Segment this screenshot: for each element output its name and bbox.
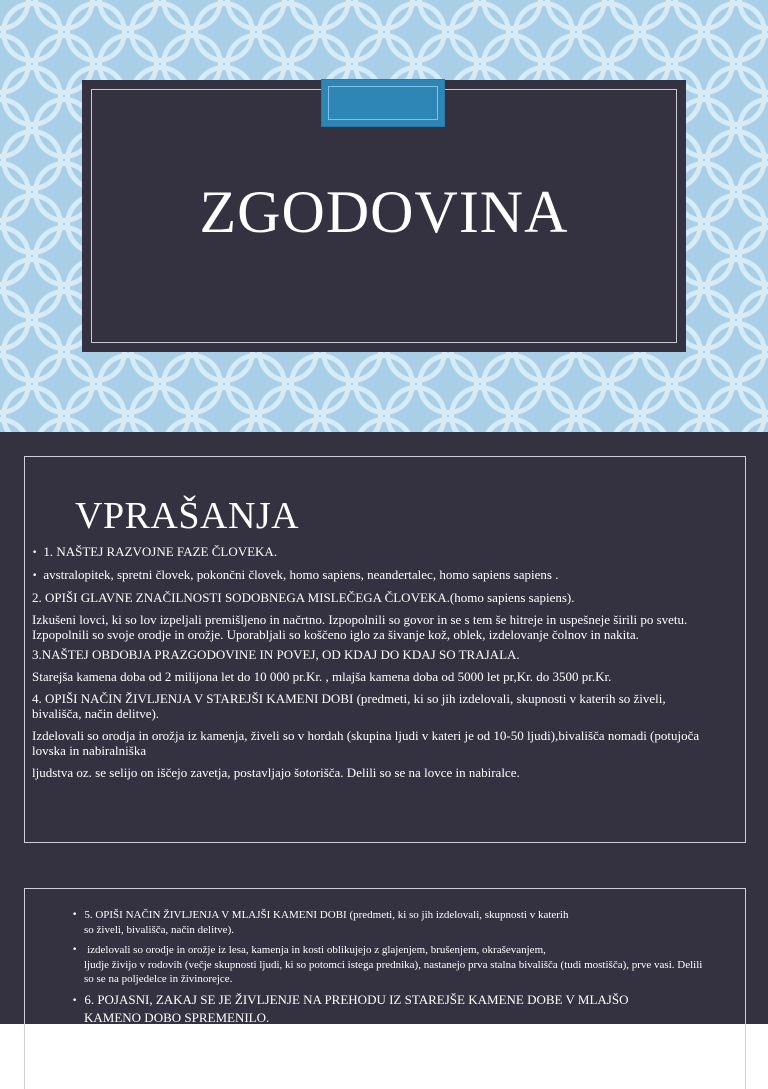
slide-title: ZGODOVINA [199, 179, 569, 245]
answer-4-continued: ljudstva oz. se selijo on iščejo zavetja, postavljajo šotorišča. Delili so se na lovce in nabiralce. [32, 765, 520, 780]
answer-5: • izdelovali so orodje in orožje iz lesa, kamenja in kosti oblikujejo z glajenjem, brušenjem, okraševanjem, ljudje živijo v rodovih (večje skupnosti ljudi, ki so potomci istega prednika), nastanejo prva stalna bivališča (tudi mostišča), prve vasi. Delili so se na poljedelce in živinorejce. [72, 943, 712, 986]
title-accent-tab [322, 80, 444, 126]
title-slide [0, 0, 768, 432]
slide-body [32, 544, 712, 787]
question-2: 2. OPIŠI GLAVNE ZNAČILNOSTI SODOBNEGA MISLEČEGA ČLOVEKA.(homo sapiens sapiens). [32, 590, 575, 605]
answer-2: Izkušeni lovci, ki so lov izpeljali premišljeno in načrtno. Izpopolnili so govor in se s tem še hitreje in uspešneje širili po svetu. Izpopolnili so svoje orodje in orožje. Uporabljali so koščeno iglo za šivanje kož, oblek, izdelovanje čolnov in nakita. [32, 612, 688, 642]
question-4: 4. OPIŠI NAČIN ŽIVLJENJA V STAREJŠI KAMENI DOBI (predmeti, ki so jih izdelovali, skupnosti v katerih so živeli, bivališča, način delitve). [32, 691, 666, 721]
list-item: • 1. NAŠTEJ RAZVOJNE FAZE ČLOVEKA. [32, 544, 712, 562]
bullet-icon [72, 909, 84, 921]
answer-3: Starejša kamena doba od 2 milijona let do 10 000 pr.Kr. , mlajša kamena doba od 5000 let pr,Kr. do 3500 pr.Kr. [32, 669, 612, 684]
list-item: • avstralopitek, spretni človek, pokončni človek, homo sapiens, neandertalec, homo sapiens sapiens . [32, 567, 712, 585]
questions-slide [0, 432, 768, 864]
question-5: • 5. OPIŠI NAČIN ŽIVLJENJA V MLAJŠI KAMENI DOBI (predmeti, ki so jih izdelovali, skupnosti v katerih so živeli, bivališča, način delitve). [72, 908, 712, 937]
bullet-icon [72, 992, 84, 1007]
question-3: 3.NAŠTEJ OBDOBJA PRAZGODOVINE IN POVEJ, OD KDAJ DO KDAJ SO TRAJALA. [32, 647, 520, 662]
slide-heading: VPRAŠANJA [75, 495, 300, 537]
bullet-icon [72, 944, 84, 956]
slide-body [72, 908, 712, 1031]
question-6: • 6. POJASNI, ZAKAJ SE JE ŽIVLJENJE NA PREHODU IZ STAREJŠE KAMENE DOBE V MLAJŠO KAMENO DOBO SPREMENILO. [72, 992, 712, 1025]
bullet-icon [32, 544, 43, 559]
answer-4: Izdelovali so orodja in orožja iz kamenja, živeli so v hordah (skupina ljudi v kateri je od 10-50 ljudi),bivališča nomadi (potujoča lovska in nabiralniška [32, 728, 700, 758]
bullet-icon [32, 567, 43, 582]
questions-slide-continued [0, 864, 768, 1024]
